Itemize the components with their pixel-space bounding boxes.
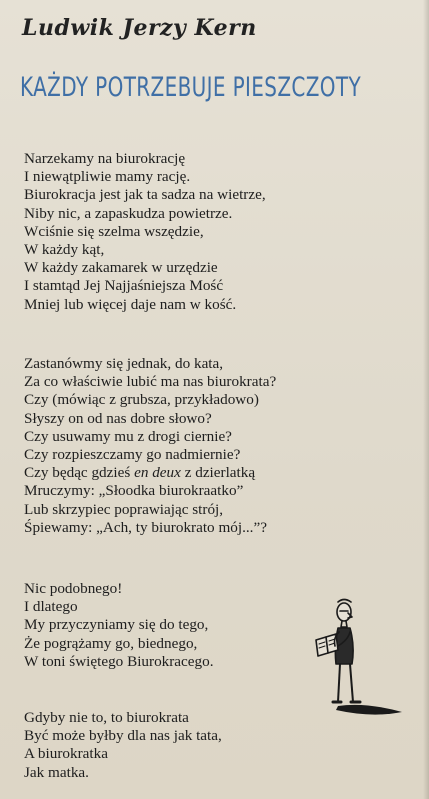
poem-line: Wciśnie się szelma wszędzie, — [24, 222, 204, 240]
poem-line: Być może byłby dla nas jak tata, — [24, 727, 222, 745]
poem-line: I niewątpliwie mamy rację. — [24, 168, 191, 186]
poem-line: Zastanówmy się jednak, do kata, — [24, 355, 224, 372]
stanza-4 — [24, 709, 222, 782]
poem-line: Lub skrzypiec poprawiając strój, — [24, 500, 224, 518]
author-name: Ludwik Jerzy Kern — [22, 15, 257, 41]
poem-line: Że pogrążamy go, biednego, — [24, 634, 198, 652]
poem-line-part: Czy będąc gdzieś — [24, 464, 131, 482]
poem-line-italic: en deux — [134, 464, 181, 482]
poem-title: KAŻDY POTRZEBUJE PIESZCZOTY — [20, 72, 362, 103]
poem-line: I dlatego — [24, 598, 78, 616]
poem-line-part: z dzierlatką — [184, 464, 256, 482]
poem-line: Nic podobnego! — [24, 580, 123, 597]
poem-line: My przyczyniamy się do tego, — [24, 616, 209, 634]
poem-line: Śpiewamy: „Ach, ty biurokrato mój...”? — [24, 518, 267, 536]
man-reading-book-cartoon-icon — [300, 596, 410, 722]
poem-line: I stamtąd Jej Najjaśniejsza Mość — [24, 277, 224, 295]
poem-line: Słyszy on od nas dobre słowo? — [24, 409, 212, 427]
poem-line: Niby nic, a zapaskudza powietrze. — [24, 204, 233, 222]
stanza-2 — [24, 355, 276, 537]
poem-line: W każdy kąt, — [24, 241, 105, 259]
poem-line: W toni świętego Biurokracego. — [24, 652, 214, 670]
poem-line: Mniej lub więcej daje nam w kość. — [24, 295, 237, 313]
poem-line: Czy usuwamy mu z drogi ciernie? — [24, 427, 232, 445]
stanza-3 — [24, 580, 214, 671]
stanza-1 — [24, 150, 266, 314]
poem-line: Za co właściwie lubić ma nas biurokrata? — [24, 373, 277, 391]
poem-line: Gdyby nie to, to biurokrata — [24, 709, 189, 726]
poem-line — [24, 464, 276, 482]
poem-line: Jak matka. — [24, 763, 89, 781]
poem-line: Narzekamy na biurokrację — [24, 150, 186, 167]
poem-line: Mruczymy: „Słoodka biurokraatko” — [24, 482, 244, 500]
poem-line: Czy (mówiąc z grubsza, przykładowo) — [24, 391, 259, 409]
poem-line: Biurokracja jest jak ta sadza na wietrze, — [24, 186, 266, 204]
poem-line: Czy rozpieszczamy go nadmiernie? — [24, 446, 241, 464]
poem-line: W każdy zakamarek w urzędzie — [24, 259, 218, 277]
poem-line: A biurokratka — [24, 745, 108, 763]
page-edge-shadow — [423, 0, 429, 799]
